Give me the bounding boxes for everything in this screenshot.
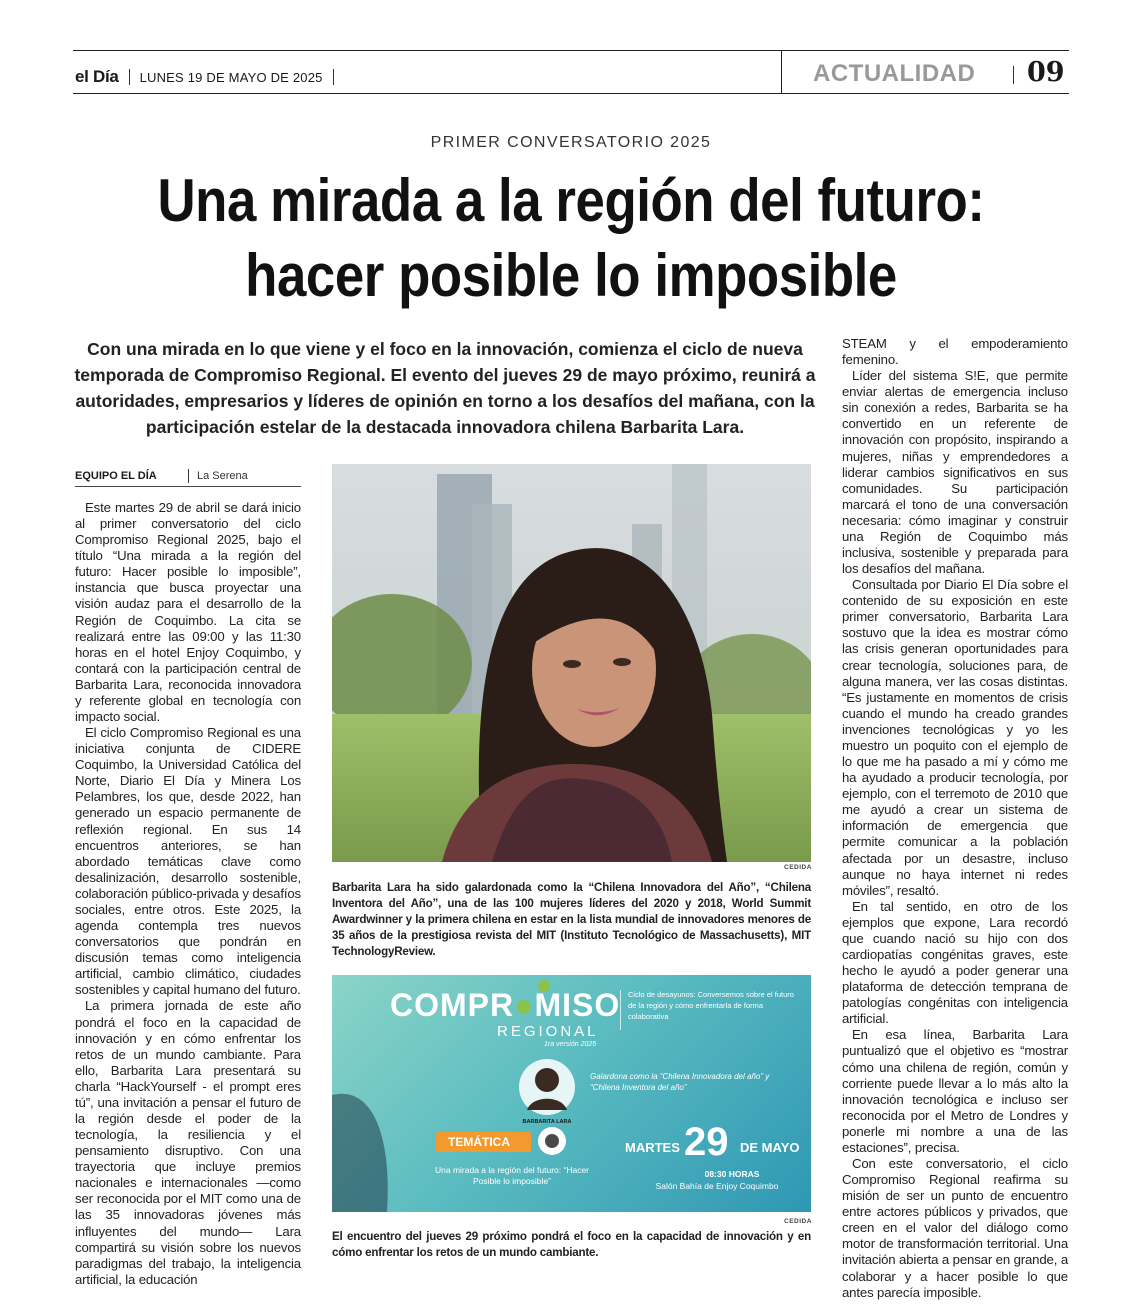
headline-line-2: hacer posible lo imposible xyxy=(245,242,897,309)
issue-date: LUNES 19 DE MAYO DE 2025 xyxy=(139,69,323,85)
paragraph: Líder del sistema S!E, que permite enviar alertas de emergencia incluso sin conexión a redes, Barbarita se ha convertido en un referente de innovación con propósito, inspirando a mujeres, niñas y emprendedores a liderar cambios significativos en sus comunidades. Su participación marcará el tono de una conversación necesaria: cómo imaginar y construir una Región de Coquimbo más inclusiva, sostenible y preparada para los desafíos del mañana. xyxy=(842,368,1068,577)
paragraph: STEAM y el empoderamiento femenino. xyxy=(842,336,1068,368)
promo-month-label: DE MAYO xyxy=(740,1140,800,1155)
newspaper-logo[interactable]: el Día xyxy=(75,67,119,86)
divider xyxy=(1013,66,1014,84)
kicker: PRIMER CONVERSATORIO 2025 xyxy=(430,134,712,151)
portrait-illustration xyxy=(332,464,811,862)
page-number: 09 xyxy=(1027,57,1065,88)
event-promo-image[interactable] xyxy=(332,975,811,1212)
leaf-o-icon: ● xyxy=(514,987,535,1023)
paragraph: Consultada por Diario El Día sobre el contenido de su exposición en este primer conversatorio, Barbarita Lara sostuvo que la idea es mostrar cómo las crisis generan oportunidades para crear tecnología, soluciones para, de alguna manera, ver las cosas distintas. “Es justamente en momentos de crisis cuando el mundo ha creado grandes invenciones tecnológicas y yo les muestro un poquito con el ejemplo de lo que me ha pasado a mí y cómo me ha ayudado a producir tecnología, por ejemplo, con el terremoto de 2010 que me ayudó a crear un sistema de información de emergencia que permite comunicar a la población afectada por un desastre, incluso aunque no haya internet ni redes móviles”, resaltó. xyxy=(842,577,1068,898)
header-divider xyxy=(781,50,782,94)
promo-award: Galardona como la “Chilena Innovadora del año” y “Chilena Inventora del año” xyxy=(590,1072,770,1092)
paragraph: Con este conversatorio, el ciclo Compromiso Regional reafirma su misión de ser un punto de encuentro entre actores públicos y privados, que creen en el valor del diálogo como motor de transformación territorial. Una invitación abierta a pensar en grande, a colaborar y a hacer posible lo que antes parecía imposible. xyxy=(842,1155,1068,1300)
promo-version: 1ra versión 2025 xyxy=(544,1041,597,1048)
masthead xyxy=(75,67,334,87)
paragraph: En tal sentido, en otro de los ejemplos que expone, Lara recordó que cuando nació su hijo con dos cardiopatías congénitas graves, este hecho le ayudó a poder generar una plataforma de detección temprana de patologías congénitas con inteligencia artificial. xyxy=(842,898,1068,1027)
promo-theme-label: TEMÁTICA xyxy=(448,1135,510,1149)
paragraph: Este martes 29 de abril se dará inicio al primer conversatorio del ciclo Compromiso Regional 2025, bajo el título “Una mirada a la región del futuro: Hacer posible lo imposible”, instancia que busca proyectar una visión audaz para el desarrollo de la Región de Coquimbo. La cita se realizará entre las 09:00 y las 11:30 horas en el hotel Enjoy Coquimbo, y contará con la participación central de Barbarita Lara, reconocida innovadora y referente global en tecnología con impacto social. xyxy=(75,500,301,725)
promo-title: COMPR●MISO xyxy=(390,987,621,1023)
divider xyxy=(188,469,189,483)
header-bottom-rule xyxy=(73,93,1069,94)
headline-line-1: Una mirada a la región del futuro: xyxy=(157,167,985,234)
promo-time: 08:30 HORAS xyxy=(704,1169,760,1179)
byline-author: EQUIPO EL DÍA xyxy=(75,469,157,482)
article-column-1 xyxy=(75,500,301,1288)
lead-paragraph: Con una mirada en lo que viene y el foco en la innovación, comienza el ciclo de nueva temporada de Compromiso Regional. El evento del jueves 29 de mayo próximo, reunirá a autoridades, empresarios y líderes de opinión en torno a los desafíos del mañana, con la participación estelar de la destacada innovadora chilena Barbarita Lara. xyxy=(74,339,816,437)
header-top-rule xyxy=(73,50,1069,51)
headline xyxy=(121,163,1020,313)
promo-subtitle: REGIONAL xyxy=(497,1023,599,1040)
divider xyxy=(129,69,130,85)
article-photo[interactable] xyxy=(332,464,811,862)
promo-credit: CEDIDA xyxy=(784,1218,812,1225)
promo-caption: El encuentro del jueves 29 próximo pondrá el foco en la capacidad de innovación y en cómo enfrentar los retos de un mundo cambiante. xyxy=(332,1230,811,1259)
divider xyxy=(333,69,334,85)
promo-day-label: MARTES xyxy=(625,1140,680,1155)
photo-credit: CEDIDA xyxy=(784,864,812,871)
promo-theme: Una mirada a la región del futuro: “Hacer Posible lo imposible” xyxy=(434,1165,590,1186)
byline-location: La Serena xyxy=(197,469,248,482)
article-column-3 xyxy=(842,336,1068,1301)
byline xyxy=(75,465,301,487)
paragraph: En esa línea, Barbarita Lara puntualizó que el objetivo es “mostrar cómo una chilena de región, común y corriente puede llevar a lo más alto la innovación tecnológica e incluso ser reconocida por el Metro de Londres y ponerle mi nombre a una de las estaciones”, precisa. xyxy=(842,1027,1068,1155)
promo-cycle: Ciclo de desayunos: Conversemos sobre el futuro de la región y cómo enfrentarla de forma colaborativa xyxy=(628,990,794,1021)
paragraph: La primera jornada de este año pondrá el foco en la capacidad de innovación y en cómo enfrentar los retos de un mundo cambiante. Para ello, Barbarita Lara presentará su charla “HackYourself - el prompt eres tú”, una invitación a pensar el futuro de la región desde el poder de la tecnología, la resiliencia y el pensamiento disruptivo. Con una trayectoria que incluye premios nacionales e internacionales —como ser reconocida por el MIT como una de las 35 innovadoras jóvenes más influyentes del mundo— Lara compartirá su visión sobre los nuevos paradigmas del trabajo, la inteligencia artificial, la educación xyxy=(75,998,301,1287)
section-title: ACTUALIDAD xyxy=(813,60,976,87)
promo-day: 29 xyxy=(684,1120,729,1164)
paragraph: El ciclo Compromiso Regional es una iniciativa conjunta de CIDERE Coquimbo, la Universidad Católica del Norte, Diario El Día y Minera Los Pelambres, los que, desde 2022, han generado un espacio permanente de reflexión regional. En sus 14 encuentros anteriores, se han abordado temáticas clave como desalinización, desarrollo sostenible, colaboración público-privada y desafíos sociales, entre otros. Este 2025, la agenda contempla tres nuevos conversatorios que pondrán en discusión temas como inteligencia artificial, cambio climático, ciudades sostenibles y capital humano del futuro. xyxy=(75,725,301,998)
promo-venue: Salón Bahía de Enjoy Coquimbo xyxy=(655,1181,779,1191)
promo-person-name: BARBARITA LARA xyxy=(522,1119,572,1125)
photo-caption: Barbarita Lara ha sido galardonada como la “Chilena Innovadora del Año”, “Chilena Inventora del Año”, una de las 100 mujeres líderes del 2020 y 2018, World Summit Awardwinner y la primera chilena en estar en la lista mundial de innovadores menores de 35 años de la prestigiosa revista del MIT (Instituto Tecnológico de Massachusetts), MIT TechnologyReview. xyxy=(332,881,811,958)
